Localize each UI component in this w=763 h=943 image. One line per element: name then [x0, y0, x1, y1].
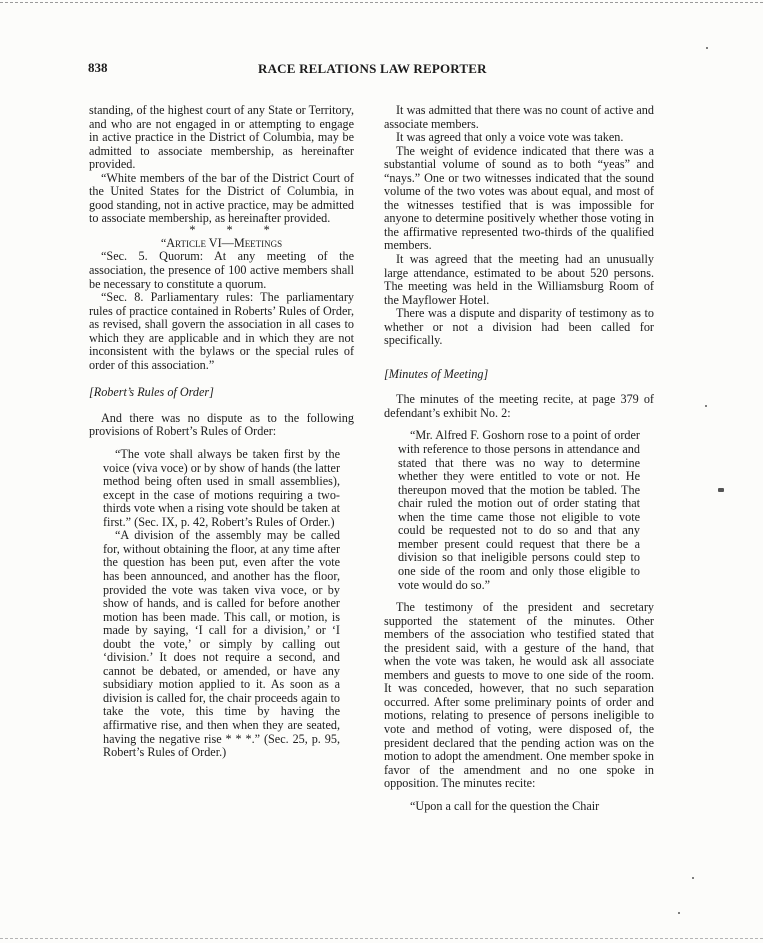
page-bottom-edge — [0, 938, 763, 939]
running-title: RACE RELATIONS LAW REPORTER — [258, 61, 487, 76]
block-quote: “The vote shall always be taken first by the voice (viva voce) or by show of hands (the latter method being often used in small assemblies), except in the case of motions requiring a two-thirds vote when a rising vote should be taken at first.” (Sec. IX, p. 42, Robert’s Rules of Order.) — [103, 447, 340, 529]
section-heading: [Robert’s Rules of Order] — [89, 385, 214, 400]
paragraph: The minutes of the meeting recite, at page 379 of defendant’s exhibit No. 2: — [384, 392, 654, 420]
paragraph: It was admitted that there was no count of active and associate members. — [384, 103, 654, 131]
scan-speck — [706, 47, 708, 49]
paragraph: “Sec. 8. Parliamentary rules: The parliamentary rules of practice contained in Roberts’ Rules of Order, as revised, shall govern the association in all cases to which they are applicable and in which they are not inconsistent with the bylaws or the special rules of order of this association.” — [89, 290, 354, 372]
paragraph: And there was no dispute as to the following provisions of Robert’s Rules of Order: — [89, 410, 354, 439]
paragraph: The testimony of the president and secretary supported the statement of the minutes. Other members of the association who testified stated that the president said, with a gesture of the hand, that when the vote was taken, he would ask all associate members and guests to move to one side of the room. It was conceded, however, that no such separation occurred. After some preliminary points of order and motions, relating to presence of persons ineligible to vote and method of voting, were disposed of, the president declared that the pending action was on the motion to adopt the amendment. One member spoke in favor of the amendment and no one spoke in opposition. The minutes recite: — [384, 600, 654, 791]
right-column — [384, 104, 654, 813]
article-heading: “Article VI—Meetings — [160, 235, 283, 250]
paragraph: It was agreed that only a voice vote was taken. — [396, 130, 624, 145]
paragraph: The weight of evidence indicated that there was a substantial volume of sound as to both “yeas” and “nays.” One or two witnesses indicated that the sound volume of the two votes was about equal, and most of the witnesses testified that is was impossible for anyone to determine positively whether those voting in the affirmative represented two-thirds of the qualified members. — [384, 143, 654, 253]
left-column — [89, 104, 354, 760]
paragraph: “Sec. 5. Quorum: At any meeting of the association, the presence of 100 active members shall be necessary to constitute a quorum. — [89, 249, 354, 291]
section-heading: [Minutes of Meeting] — [384, 366, 489, 381]
paragraph: There was a dispute and disparity of testimony as to whether or not a division had been called for specifically. — [384, 306, 654, 348]
ellipsis-marks: * * * — [189, 222, 284, 237]
scan-speck — [718, 488, 724, 492]
block-quote: “Mr. Alfred F. Goshorn rose to a point of order with reference to those persons in attendance and stated that there was no way to determine whether they were entitled to vote or not. He thereupon moved that the motion be tabled. The chair ruled the motion out of order stating that when the time came those not eligible to vote could be requested not to do so and that any member present could request that there be a division so that ineligible persons could step to one side of the room and only those eligible to vote would do so.” — [398, 428, 640, 592]
paragraph: “White members of the bar of the District Court of the United States for the District of Columbia, in good standing, not in active practice, may be admitted to associate membership, as hereinafter provided. — [89, 170, 354, 226]
paragraph: standing, of the highest court of any State or Territory, and who are not engaged in or attempting to engage in active practice in the District of Columbia, may be admitted to associate membership, as hereinafter provided. — [89, 103, 354, 172]
page-number: 838 — [88, 60, 108, 75]
scan-speck — [692, 877, 694, 879]
block-quote: “Upon a call for the question the Chair — [410, 798, 600, 813]
block-quote: “A division of the assembly may be called for, without obtaining the floor, at any time after the question has been put, even after the vote has been announced, and another has the floor, provided the vote was taken viva voce, or by show of hands, and is called for before another motion has been made. This call, or motion, is made by saying, ‘I call for a division,’ or ‘I doubt the vote,’ or simply by calling out ‘division.’ It does not require a second, and cannot be debated, or amended, or have any subsidiary motion applied to it. As soon as a division is called for, the chair proceeds again to take the vote, this time by having the affirmative rise, and then when they are seated, having the negative rise * * *.” (Sec. 25, p. 95, Robert’s Rules of Order.) — [103, 528, 340, 760]
scan-speck — [678, 912, 680, 914]
scan-speck — [705, 405, 707, 407]
page-top-edge — [0, 2, 763, 3]
paragraph: It was agreed that the meeting had an unusually large attendance, estimated to be about 520 persons. The meeting was held in the Williamsburg Room of the Mayflower Hotel. — [384, 252, 654, 307]
